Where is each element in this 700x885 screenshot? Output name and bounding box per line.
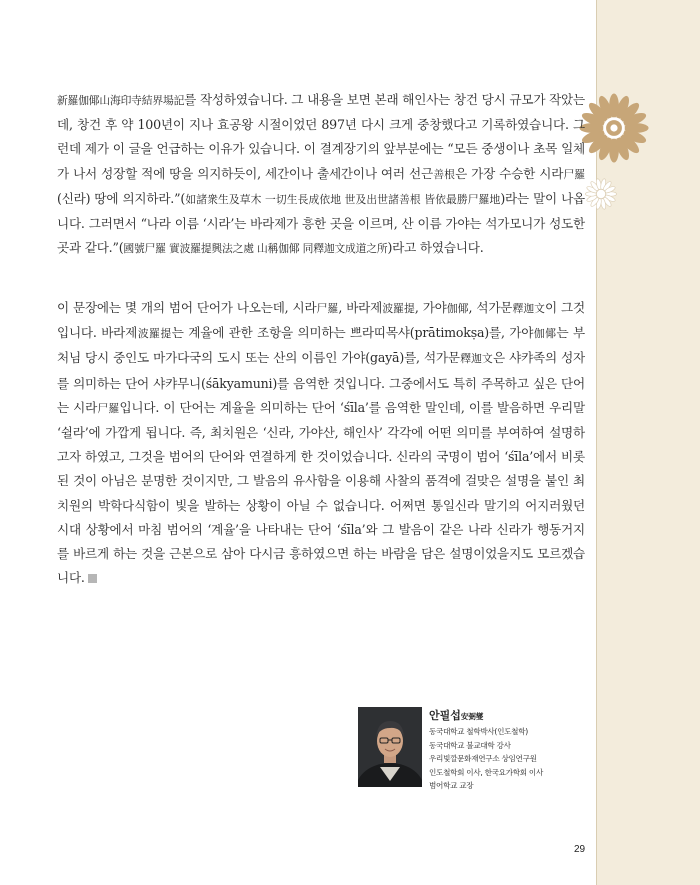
author-name-hanja: 安弼燮: [460, 712, 484, 721]
author-credential: 동국대학교 철학박사(인도철학): [429, 727, 528, 736]
body-text: 는 계율에 관한 조항을 의미하는 쁘라띠목샤(prātimokṣa)를, 가야: [171, 325, 534, 341]
body-text: , 바라제: [338, 300, 383, 315]
author-credential: 우리빛깔문화재연구소 상임연구원: [429, 754, 537, 764]
author-credential: 인도철학회 이사, 한국요가학회 이사: [429, 767, 543, 777]
body-paragraph-1: [57, 88, 585, 261]
author-bio: [429, 707, 543, 793]
author-credential: 동국대학교 불교대학 강사: [429, 740, 511, 750]
body-text: 은 샤캬족의 성자를 의미하는 단어 샤캬무니(śākyamuni)를 음역한 것입니다. 그중에서도 특히 주목하고 싶은 단어는 시라: [57, 350, 586, 415]
lotus-small-icon: [584, 177, 618, 211]
body-text: , 석가문: [468, 300, 513, 315]
author-name: 안필섭安弼燮: [429, 709, 484, 722]
body-text: 이 문장에는 몇 개의 범어 단어가 나오는데, 시라: [57, 300, 317, 315]
hanja-text: 釋迦文: [512, 302, 546, 315]
hanja-text: 善根: [432, 167, 456, 181]
body-text: 는 부처님 당시 중인도 마가다국의 도시 또는 산의 이름인 가야(gayā)를, 석가문: [57, 325, 585, 366]
end-mark-icon: [88, 574, 97, 583]
hanja-text: 伽倻: [533, 327, 557, 341]
body-text: 입니다. 이 단어는 계율을 의미하는 단어 ‘śīla’를 음역한 말인데, 이를 발음하면 우리말 ‘쉴라’에 가깝게 됩니다. 즉, 최치원은 ‘신라, 가야산, 해인사’ 각각에 어떤 의미를 부여하여 설명하고자 하였고, 그것을 범어의 단어와 연결하게 한 것이었습니다. 신라의 국명이 범어 ‘śīla’에서 비롯된 것이 아님은 분명한 것이지만, 그 발음의 유사함을 이용해 사찰의 품격에 걸맞은 설명을 붙인 최치원의 박학다식함이 빛을 발하는 상황이 아닐 수 없습니다. 어쩌면 통일신라 말기의 어지러웠던 시대 상황에서 마침 범어의 ‘계율’을 나타내는 단어 ‘śīla’와 그 발음이 같은 나라 신라가 행동거지를 바르게 하는 것을 근본으로 삼아 다시금 흥하였으면 하는 바람을 담은 설명이었을지도 모르겠습니다.: [57, 399, 585, 586]
lotus-icon: [578, 92, 650, 164]
hanja-text: 伽倻: [446, 302, 469, 315]
body-text: 이 그것입니다. 바라제: [57, 300, 585, 341]
hanja-text: 尸羅: [316, 302, 339, 315]
author-portrait: [358, 707, 422, 787]
body-text: 를 작성하였습니다. 그 내용을 보면 본래 해인사는 창건 당시 규모가 작았는데, 창건 후 약 100년이 지나 효공왕 시절이었던 897년 다시 크게 중창했다고 기록하였습니다. 그런데 제가 이 글을 언급하는 이유가 있습니다. 이 결계장기의 앞부분에는 “모든 중생이나 초목 일체가 나서 성장할 적에 땅을 의지하듯이, 세간이나 출세간이나 여러 선근: [57, 92, 585, 181]
page-number: 29: [574, 844, 586, 855]
hanja-text: 尸羅: [97, 401, 120, 415]
hanja-text: 波羅提: [382, 302, 415, 315]
body-text: )라고 하였습니다.: [387, 240, 484, 256]
body-text: (신라) 땅에 의지하라.”(: [57, 190, 186, 206]
body-text: 은 가장 수승한 시라: [455, 165, 564, 181]
hanja-text: 國號尸羅 實波羅提興法之處 山稱伽倻 同釋迦文成道之所: [123, 242, 388, 256]
body-text: )라는 말이 나옵니다. 그러면서 “나라 이름 ‘시라’는 바라제가 흥한 곳을 이르며, 산 이름 가야는 석가모니가 성도한 곳과 같다.”(: [57, 190, 586, 256]
hanja-text: 尸羅: [563, 167, 585, 181]
body-paragraph-2: [57, 296, 585, 590]
hanja-text: 新羅伽倻山海印寺結界場記: [57, 94, 185, 107]
body-text: , 가야: [414, 300, 447, 315]
hanja-text: 釋迦文: [459, 352, 493, 366]
hanja-text: 波羅提: [137, 327, 172, 341]
author-credential: 범어학교 교장: [429, 781, 474, 791]
hanja-text: 如諸衆生及草木 一切生長成依地 世及出世諸善根 皆依最勝尸羅地: [185, 192, 501, 206]
